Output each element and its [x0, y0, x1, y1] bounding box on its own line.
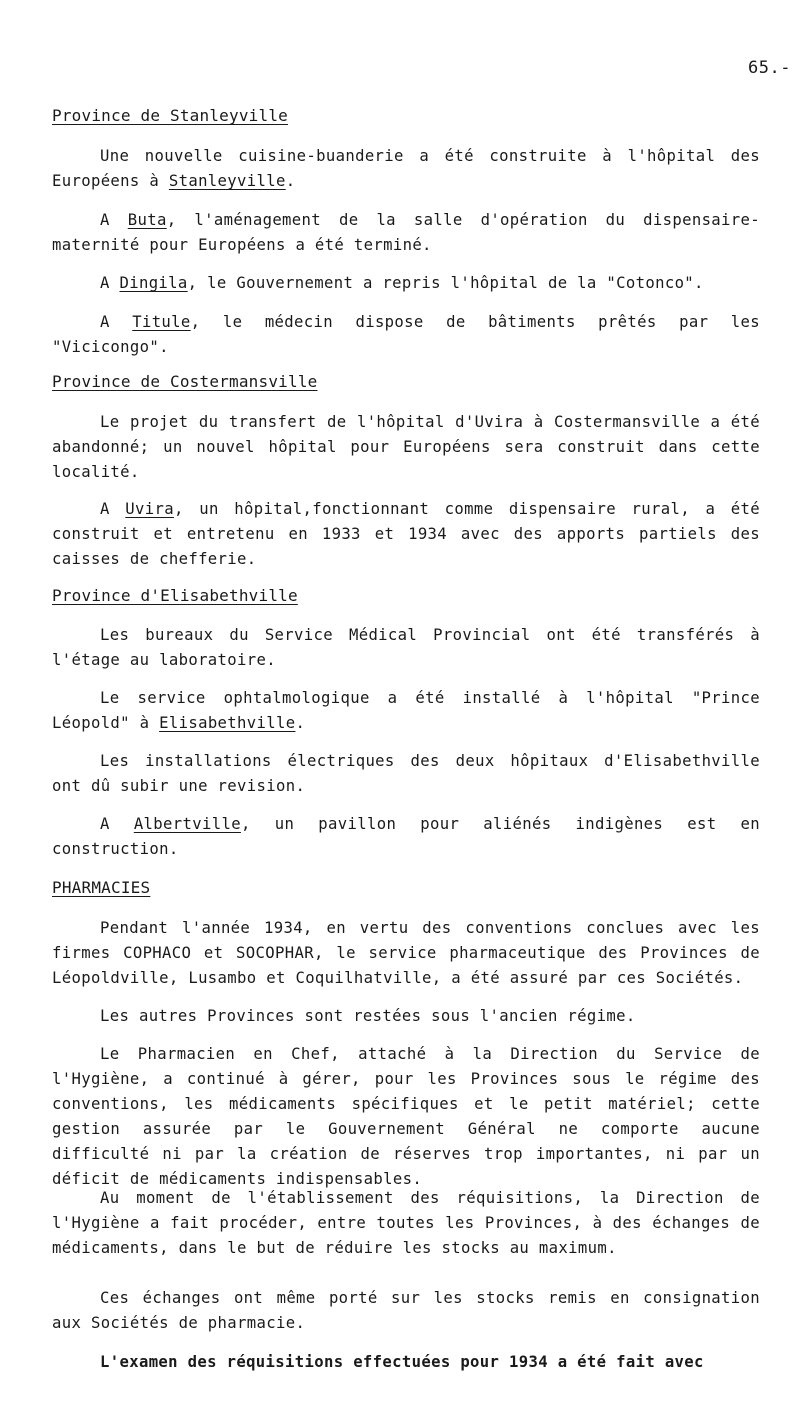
paragraph: A Buta, l'aménagement de la salle d'opération du dispensaire-maternité pour Européens a été terminé.	[52, 211, 760, 254]
paragraph: Ces échanges ont même porté sur les stocks remis en consignation aux Sociétés de pharmacie.	[52, 1289, 760, 1332]
paragraph: Les autres Provinces sont restées sous l'ancien régime.	[100, 1007, 636, 1025]
section-heading-elisabethville: Province d'Elisabethville	[52, 586, 298, 605]
page-number: 65.-	[748, 58, 791, 78]
paragraph: L'examen des réquisitions effectuées pour 1934 a été fait avec	[100, 1353, 704, 1371]
paragraph: Les installations électriques des deux hôpitaux d'Elisabethville ont dû subir une revision.	[52, 752, 760, 795]
paragraph: Le projet du transfert de l'hôpital d'Uvira à Costermansville a été abandonné; un nouvel hôpital pour Européens sera construit dans cette localité.	[52, 413, 760, 481]
paragraph: A Dingila, le Gouvernement a repris l'hôpital de la "Cotonco".	[100, 274, 704, 292]
paragraph: A Titule, le médecin dispose de bâtiments prêtés par les "Vicicongo".	[52, 313, 760, 356]
paragraph: Le service ophtalmologique a été installé à l'hôpital "Prince Léopold" à Elisabethville.	[52, 689, 760, 732]
paragraph: Pendant l'année 1934, en vertu des conventions conclues avec les firmes COPHACO et SOCOPHAR, le service pharmaceutique des Provinces de Léopoldville, Lusambo et Coquilhatville, a été assuré par ces Sociétés.	[52, 919, 760, 987]
section-heading-stanleyville: Province de Stanleyville	[52, 106, 288, 125]
section-heading-costermansville: Province de Costermansville	[52, 372, 318, 391]
paragraph: A Albertville, un pavillon pour aliénés indigènes est en construction.	[52, 815, 760, 858]
paragraph: Le Pharmacien en Chef, attaché à la Direction du Service de l'Hygiène, a continué à gérer, pour les Provinces sous le régime des conventions, les médicaments spécifiques et le petit matériel; cette gestion assurée par le Gouvernement Général ne comporte aucune difficulté ni par la création de réserves trop importantes, ni par un déficit de médicaments indispensables.	[52, 1045, 760, 1188]
paragraph: A Uvira, un hôpital,fonctionnant comme dispensaire rural, a été construit et entretenu en 1933 et 1934 avec des apports partiels des caisses de chefferie.	[52, 500, 761, 568]
paragraph: Une nouvelle cuisine-buanderie a été construite à l'hôpital des Européens à Stanleyville.	[52, 147, 760, 190]
paragraph: Au moment de l'établissement des réquisitions, la Direction de l'Hygiène a fait procéder, entre toutes les Provinces, à des échanges de médicaments, dans le but de réduire les stocks au maximum.	[52, 1189, 760, 1257]
paragraph: Les bureaux du Service Médical Provincial ont été transférés à l'étage au laboratoire.	[52, 626, 760, 669]
section-heading-pharmacies: PHARMACIES	[52, 878, 151, 897]
